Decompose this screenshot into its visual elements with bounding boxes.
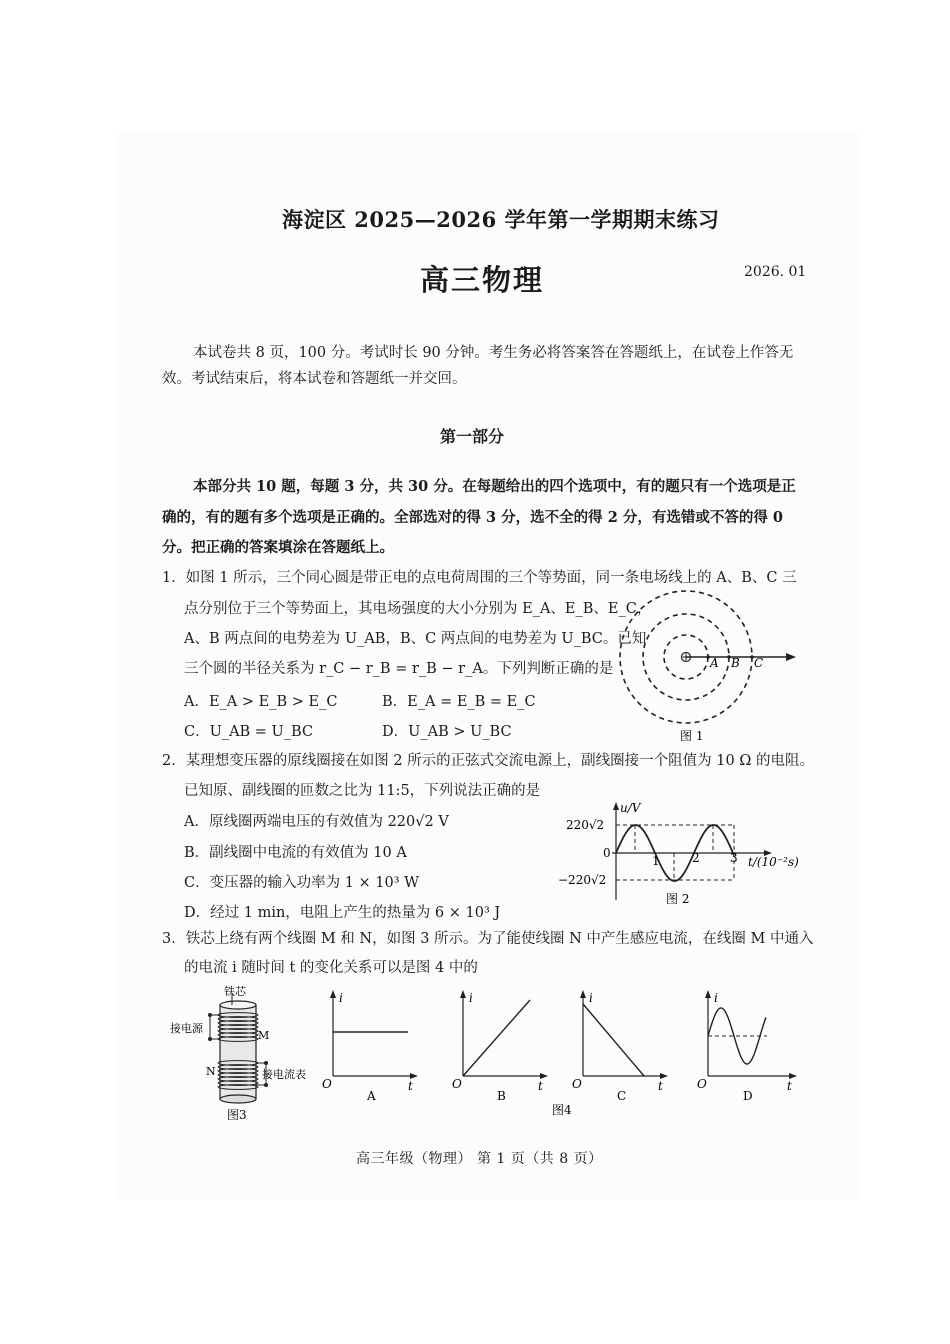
graph-a-t-label: t: [408, 1079, 413, 1093]
coil-n-label: N: [206, 1065, 216, 1078]
graph-c-origin: O: [572, 1077, 582, 1091]
graph-c-label: C: [617, 1089, 627, 1103]
u-min-label: −220√2: [558, 873, 607, 887]
t-tick-1: 1: [652, 854, 660, 868]
graph-b-rising-line: [463, 1000, 530, 1076]
section-desc-1: 本部分共 10 题，每题 3 分，共 30 分。在每题给出的四个选项中，有的题只有一个选项是正: [193, 478, 796, 495]
q3-line-1: 3．铁芯上绕有两个线圈 M 和 N，如图 3 所示。为了能使线圈 N 中产生感应电流，在线圈 M 中通入: [162, 931, 814, 947]
u-axis-arrow-icon: [613, 802, 619, 810]
field-line-arrow-icon: [786, 653, 796, 661]
graph-d-origin: O: [697, 1077, 707, 1091]
graph-b: [452, 990, 548, 1103]
q3-line-2: 的电流 i 随时间 t 的变化关系可以是图 4 中的: [184, 960, 478, 976]
figure-3-label: 图3: [227, 1108, 247, 1122]
q2-option-a: A．原线圈两端电压的有效值为 220√2 V: [184, 814, 449, 830]
subject-title: 高三物理: [420, 263, 545, 297]
q1-line-1: 1．如图 1 所示，三个同心圆是带正电的点电荷周围的三个等势面，同一条电场线上的 A、B、C 三: [162, 570, 797, 586]
graph-a-i-label: i: [339, 991, 343, 1005]
page-footer: 高三年级（物理） 第 1 页（共 8 页）: [356, 1151, 603, 1167]
q1-option-d: D．U_AB > U_BC: [382, 724, 512, 740]
coil-m-label: M: [258, 1029, 270, 1042]
iron-core-label: 铁芯: [224, 985, 246, 998]
meter-terminal-icon: [264, 1061, 268, 1065]
ammeter-label: 接电流表: [262, 1068, 306, 1081]
graph-d-label: D: [743, 1089, 753, 1103]
u-axis-label: u/V: [620, 801, 641, 815]
figure-2-sine-wave: [556, 800, 816, 915]
q2-option-c: C．变压器的输入功率为 1 × 10³ W: [184, 875, 420, 891]
graph-d-i-arrow-icon: [705, 990, 711, 998]
graph-a-label: A: [367, 1089, 376, 1103]
q1-line-2: 点分别位于三个等势面上，其电场强度的大小分别为 E_A、E_B、E_C，: [184, 601, 652, 617]
meter-terminal-icon-2: [264, 1083, 268, 1087]
graph-b-i-label: i: [469, 991, 473, 1005]
q2-line-2: 已知原、副线圈的匝数之比为 11:5，下列说法正确的是: [184, 783, 541, 799]
graph-a: [322, 990, 418, 1103]
graph-c-i-arrow-icon: [580, 990, 586, 998]
figure-2-label: 图 2: [666, 892, 690, 906]
point-c-label: C: [754, 656, 764, 670]
graph-c-i-label: i: [589, 991, 593, 1005]
t-tick-3: 3: [730, 851, 738, 865]
t-axis-label: t/(10⁻²s): [748, 855, 799, 869]
graph-b-label: B: [497, 1089, 506, 1103]
q2-option-d: D．经过 1 min，电阻上产生的热量为 6 × 10³ J: [184, 905, 501, 921]
q1-option-b: B．E_A = E_B = E_C: [382, 694, 536, 710]
q1-line-3: A、B 两点间的电势差为 U_AB，B、C 两点间的电势差为 U_BC。已知: [184, 631, 647, 647]
point-b-label: B: [731, 656, 740, 670]
graph-d-t-label: t: [787, 1079, 792, 1093]
figure-4-label: 图4: [552, 1103, 572, 1117]
t-tick-2: 2: [692, 851, 700, 865]
graph-c-falling-line: [583, 1004, 644, 1076]
graph-d-i-label: i: [714, 991, 718, 1005]
section-desc-2: 确的，有的题有多个选项是正确的。全部选对的得 3 分，选不全的得 2 分，有选错或不答的得 0: [162, 509, 784, 526]
instructions-line-1: 本试卷共 8 页，100 分。考试时长 90 分钟。考生务必将答案答在答题纸上，在试卷上作答无: [193, 345, 794, 361]
exam-date: 2026. 01: [744, 264, 807, 280]
graph-a-origin: O: [322, 1077, 332, 1091]
point-a-label: A: [710, 656, 719, 670]
q1-option-c: C．U_AB = U_BC: [184, 724, 314, 740]
figure-1-label: 图 1: [680, 729, 704, 743]
graph-b-t-label: t: [538, 1079, 543, 1093]
section-desc-3: 分。把正确的答案填涂在答题纸上。: [162, 539, 394, 556]
power-source-label: 接电源: [170, 1022, 203, 1035]
u-max-label: 220√2: [566, 818, 605, 832]
q2-option-b: B．副线圈中电流的有效值为 10 A: [184, 845, 407, 861]
q2-line-1: 2．某理想变压器的原线圈接在如图 2 所示的正弦式交流电源上，副线圈接一个阻值为 10 Ω 的电阻。: [162, 753, 814, 769]
u-zero-label: 0: [603, 846, 611, 860]
figure-4-current-graphs: [320, 990, 810, 1120]
instructions-line-2: 效。考试结束后，将本试卷和答题纸一并交回。: [162, 371, 467, 387]
q1-line-4: 三个圆的半径关系为 r_C − r_B = r_B − r_A。下列判断正确的是: [184, 661, 614, 677]
exam-title: 海淀区 2025—2026 学年第一学期期末练习: [282, 207, 720, 232]
figure-3-iron-core-coils: [170, 985, 320, 1125]
graph-c-t-label: t: [658, 1079, 663, 1093]
graph-a-i-arrow-icon: [330, 990, 336, 998]
graph-b-i-arrow-icon: [460, 990, 466, 998]
graph-d: [697, 990, 797, 1103]
q1-option-a: A．E_A > E_B > E_C: [184, 694, 338, 710]
figure-1-concentric-circles: [600, 590, 810, 750]
power-terminal-icon-2: [208, 1037, 212, 1041]
section-title: 第一部分: [440, 427, 505, 446]
power-terminal-icon: [208, 1013, 212, 1017]
graph-c: [572, 990, 668, 1103]
graph-b-origin: O: [452, 1077, 462, 1091]
